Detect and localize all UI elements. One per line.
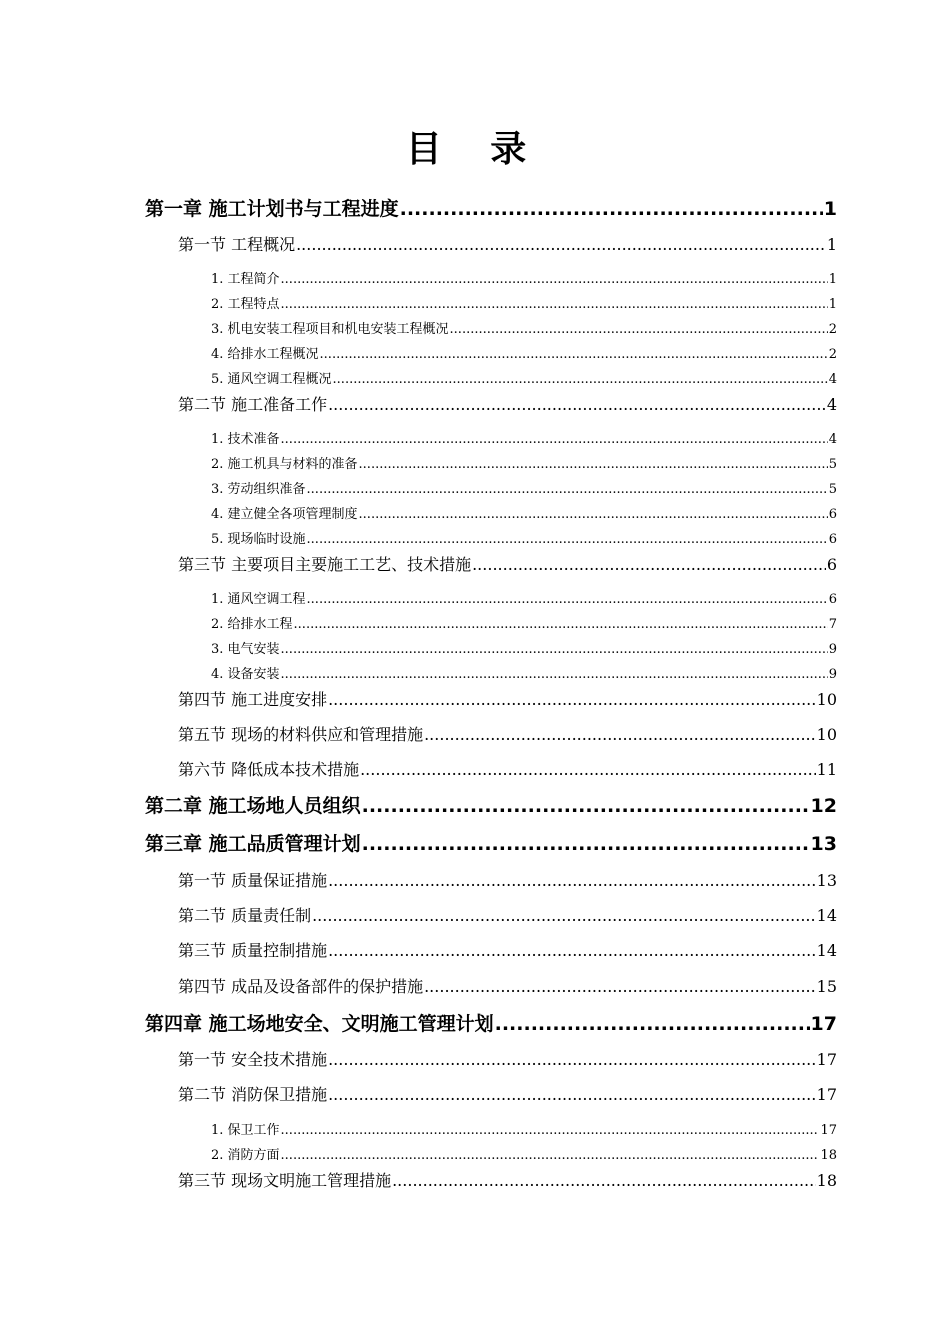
toc-entry-page-number: 4 [828, 432, 837, 447]
toc-entry-title: 第三节 质量控制措施 [178, 941, 328, 960]
toc-entry-title: 第二节 消防保卫措施 [178, 1085, 328, 1104]
toc-dot-leader [328, 1048, 816, 1072]
toc-entry-title: 第一章 施工计划书与工程进度 [145, 198, 399, 220]
toc-entry-title: 4. 设备安装 [211, 667, 280, 682]
toc-entry-page-number: 1 [828, 297, 837, 312]
toc-entry-level-3[interactable] [211, 345, 837, 365]
toc-dot-leader [472, 553, 826, 577]
toc-dot-leader [296, 233, 826, 257]
toc-entry-page-number: 7 [828, 617, 837, 632]
toc-dot-leader [359, 455, 828, 475]
toc-dot-leader [320, 345, 828, 365]
toc-dot-leader [495, 1011, 810, 1037]
toc-dot-leader [450, 320, 828, 340]
toc-entry-level-2[interactable] [178, 553, 837, 577]
toc-entry-level-2[interactable] [178, 393, 837, 417]
toc-entry-level-3[interactable] [211, 1121, 837, 1141]
toc-entry-level-2[interactable] [178, 723, 837, 747]
toc-dot-leader [328, 939, 816, 963]
toc-dot-leader [307, 480, 828, 500]
toc-dot-leader [281, 1121, 820, 1141]
toc-dot-leader [294, 615, 828, 635]
toc-dot-leader [400, 196, 823, 222]
toc-entry-page-number: 6 [828, 532, 837, 547]
toc-entry-page-number: 5 [828, 457, 837, 472]
toc-entry-title: 第四节 成品及设备部件的保护措施 [178, 977, 424, 996]
toc-entry-level-3[interactable] [211, 430, 837, 450]
toc-dot-leader [333, 370, 828, 390]
toc-entry-title: 第一节 工程概况 [178, 235, 296, 254]
toc-entry-page-number: 18 [816, 1171, 837, 1190]
toc-entry-page-number: 5 [828, 482, 837, 497]
toc-entry-title: 1. 保卫工作 [211, 1123, 280, 1138]
toc-entry-title: 第二节 质量责任制 [178, 906, 312, 925]
toc-entry-level-3[interactable] [211, 270, 837, 290]
toc-entry-page-number: 18 [820, 1148, 837, 1163]
toc-entry-page-number: 6 [828, 592, 837, 607]
toc-entry-level-3[interactable] [211, 455, 837, 475]
toc-dot-leader [281, 295, 828, 315]
toc-dot-leader [307, 590, 828, 610]
toc-entry-level-3[interactable] [211, 640, 837, 660]
page-title: 目 录 [405, 129, 545, 170]
toc-entry-page-number: 9 [828, 642, 837, 657]
toc-entry-level-1[interactable] [145, 793, 837, 819]
toc-dot-leader [328, 1083, 816, 1107]
toc-dot-leader [424, 723, 816, 747]
toc-entry-page-number: 17 [816, 1050, 837, 1069]
toc-entry-title: 第六节 降低成本技术措施 [178, 760, 360, 779]
toc-entry-page-number: 1 [826, 235, 837, 254]
toc-dot-leader [360, 758, 816, 782]
toc-entry-title: 3. 机电安装工程项目和机电安装工程概况 [211, 322, 449, 337]
toc-entry-title: 第四节 施工进度安排 [178, 690, 328, 709]
toc-entry-title: 2. 给排水工程 [211, 617, 293, 632]
toc-dot-leader [392, 1169, 816, 1193]
toc-entry-level-1[interactable] [145, 1011, 837, 1037]
toc-dot-leader [281, 430, 828, 450]
toc-dot-leader [312, 904, 816, 928]
toc-dot-leader [281, 270, 828, 290]
toc-dot-leader [328, 869, 816, 893]
toc-entry-title: 第二章 施工场地人员组织 [145, 795, 361, 817]
toc-dot-leader [362, 793, 810, 819]
toc-entry-page-number: 13 [810, 833, 837, 855]
toc-entry-title: 第五节 现场的材料供应和管理措施 [178, 725, 424, 744]
toc-entry-page-number: 11 [816, 760, 837, 779]
toc-entry-title: 第一节 安全技术措施 [178, 1050, 328, 1069]
toc-entry-page-number: 2 [828, 322, 837, 337]
toc-dot-leader [359, 505, 828, 525]
toc-entry-level-3[interactable] [211, 370, 837, 390]
toc-entry-title: 第四章 施工场地安全、文明施工管理计划 [145, 1013, 494, 1035]
toc-entry-title: 1. 通风空调工程 [211, 592, 306, 607]
toc-entry-title: 3. 电气安装 [211, 642, 280, 657]
toc-entry-level-3[interactable] [211, 320, 837, 340]
toc-dot-leader [362, 831, 810, 857]
toc-entry-level-3[interactable] [211, 530, 837, 550]
toc-entry-title: 5. 通风空调工程概况 [211, 372, 332, 387]
toc-dot-leader [281, 665, 828, 685]
toc-entry-page-number: 6 [826, 555, 837, 574]
toc-entry-page-number: 10 [816, 690, 837, 709]
toc-entry-title: 2. 消防方面 [211, 1148, 280, 1163]
toc-dot-leader [281, 640, 828, 660]
toc-entry-level-3[interactable] [211, 505, 837, 525]
toc-entry-title: 第三节 现场文明施工管理措施 [178, 1171, 392, 1190]
toc-entry-page-number: 2 [828, 347, 837, 362]
toc-entry-title: 2. 工程特点 [211, 297, 280, 312]
toc-entry-title: 1. 工程简介 [211, 272, 280, 287]
toc-entry-level-2[interactable] [178, 904, 837, 928]
toc-entry-page-number: 9 [828, 667, 837, 682]
toc-entry-page-number: 1 [823, 198, 837, 220]
toc-entry-level-3[interactable] [211, 665, 837, 685]
toc-entry-title: 2. 施工机具与材料的准备 [211, 457, 358, 472]
toc-entry-level-1[interactable] [145, 196, 837, 222]
toc-entry-title: 4. 给排水工程概况 [211, 347, 319, 362]
toc-entry-page-number: 14 [816, 941, 837, 960]
toc-dot-leader [424, 975, 816, 999]
toc-dot-leader [328, 688, 816, 712]
toc-entry-page-number: 10 [816, 725, 837, 744]
toc-entry-level-2[interactable] [178, 975, 837, 999]
toc-entry-page-number: 17 [820, 1123, 837, 1138]
toc-entry-level-3[interactable] [211, 295, 837, 315]
toc-entry-title: 第三章 施工品质管理计划 [145, 833, 361, 855]
toc-entry-level-2[interactable] [178, 758, 837, 782]
toc-entry-level-1[interactable] [145, 831, 837, 857]
toc-dot-leader [328, 393, 826, 417]
toc-entry-page-number: 4 [828, 372, 837, 387]
toc-entry-title: 第三节 主要项目主要施工工艺、技术措施 [178, 555, 472, 574]
toc-entry-page-number: 6 [828, 507, 837, 522]
toc-dot-leader [281, 1146, 820, 1166]
toc-entry-title: 1. 技术准备 [211, 432, 280, 447]
toc-entry-page-number: 1 [828, 272, 837, 287]
toc-entry-page-number: 4 [826, 395, 837, 414]
toc-entry-title: 4. 建立健全各项管理制度 [211, 507, 358, 522]
toc-entry-level-3[interactable] [211, 590, 837, 610]
toc-dot-leader [307, 530, 828, 550]
toc-entry-level-2[interactable] [178, 233, 837, 257]
toc-entry-level-2[interactable] [178, 939, 837, 963]
toc-entry-page-number: 17 [816, 1085, 837, 1104]
toc-entry-page-number: 14 [816, 906, 837, 925]
toc-entry-page-number: 15 [816, 977, 837, 996]
toc-entry-title: 第二节 施工准备工作 [178, 395, 328, 414]
toc-entry-level-2[interactable] [178, 1083, 837, 1107]
toc-entry-level-2[interactable] [178, 1048, 837, 1072]
toc-entry-page-number: 13 [816, 871, 837, 890]
toc-entry-title: 3. 劳动组织准备 [211, 482, 306, 497]
toc-entry-level-2[interactable] [178, 1169, 837, 1193]
toc-entry-title: 5. 现场临时设施 [211, 532, 306, 547]
toc-entry-title: 第一节 质量保证措施 [178, 871, 328, 890]
toc-entry-level-3[interactable] [211, 615, 837, 635]
toc-entry-page-number: 17 [810, 1013, 837, 1035]
toc-entry-level-2[interactable] [178, 688, 837, 712]
toc-entry-level-2[interactable] [178, 869, 837, 893]
toc-entry-level-3[interactable] [211, 1146, 837, 1166]
toc-entry-level-3[interactable] [211, 480, 837, 500]
toc-entry-page-number: 12 [810, 795, 837, 817]
